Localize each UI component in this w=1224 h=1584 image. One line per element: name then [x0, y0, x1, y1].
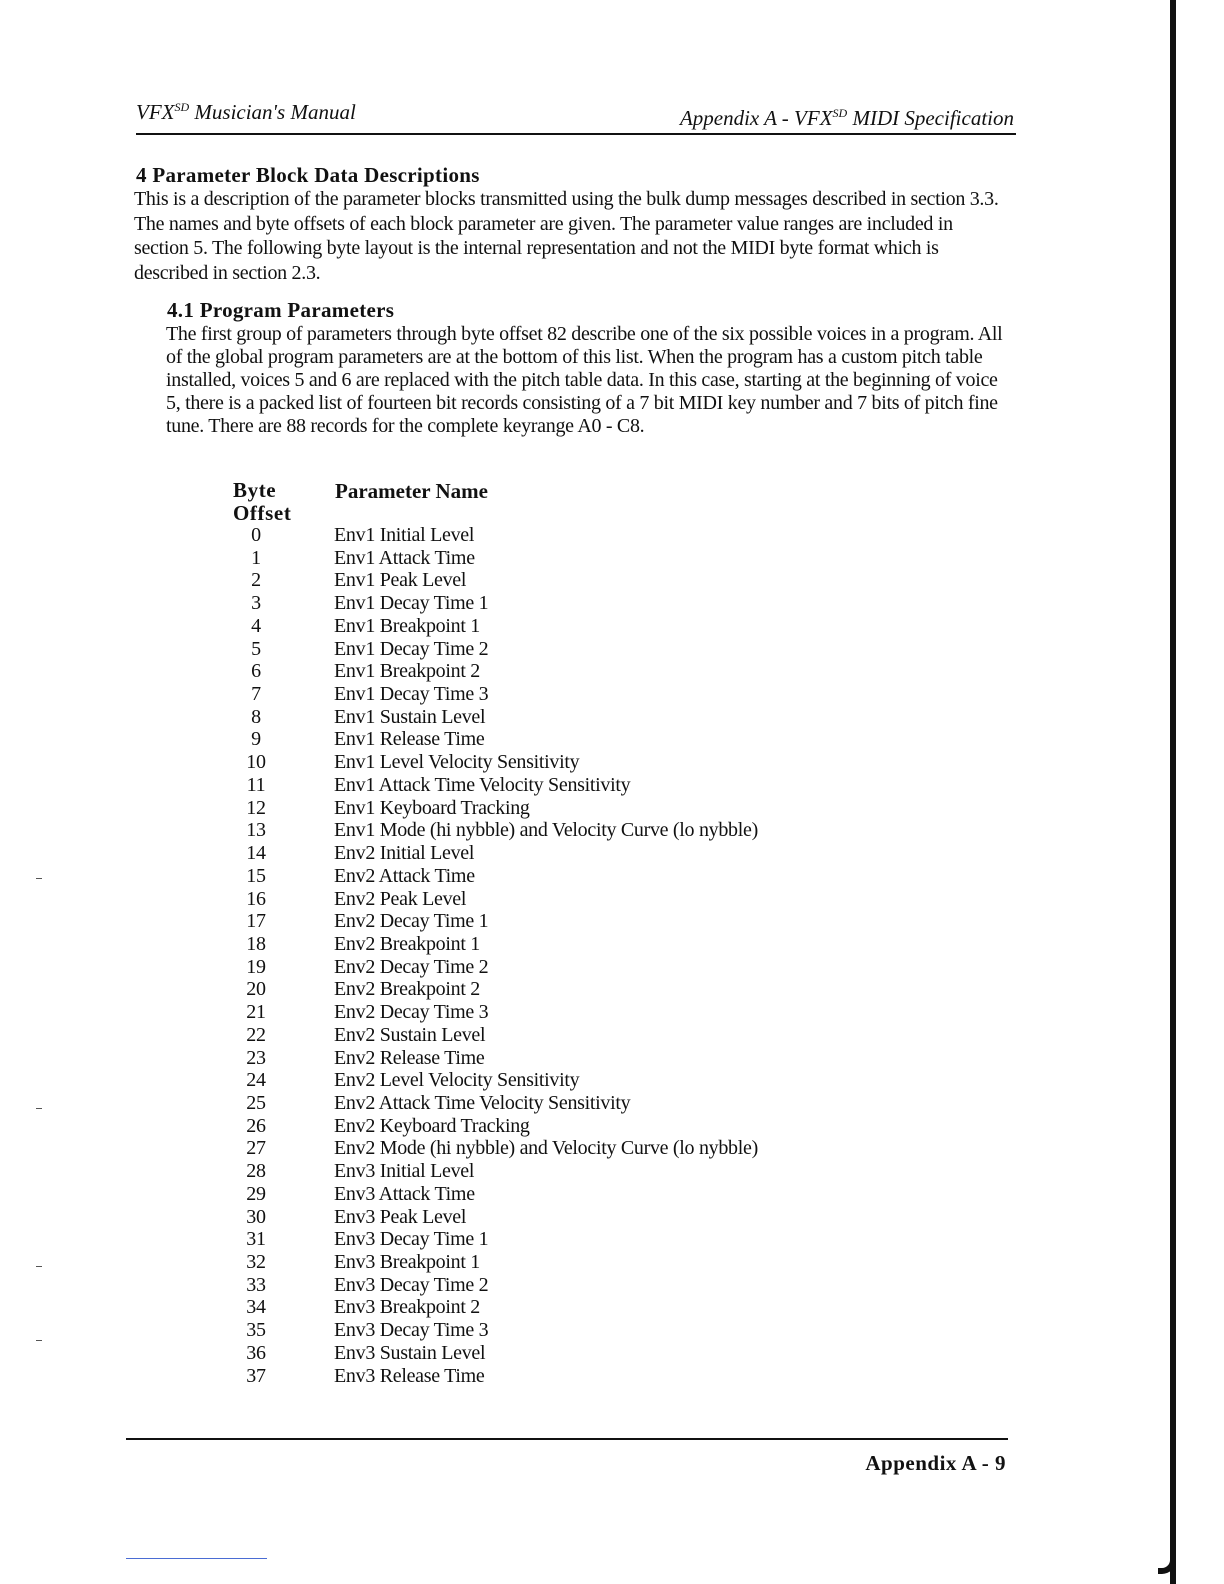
parameter-name-cell: Env1 Decay Time 3 [334, 683, 489, 706]
byte-offset-cell: 14 [246, 842, 266, 865]
byte-offset-cell: 22 [246, 1023, 266, 1046]
table-row [0, 819, 1000, 842]
byte-offset-cell: 33 [246, 1273, 266, 1296]
table-row [0, 842, 1000, 865]
byte-offset-cell: 21 [246, 1001, 266, 1024]
header-left-title: Musician's Manual [189, 100, 356, 124]
parameter-name-cell: Env3 Decay Time 3 [334, 1319, 489, 1342]
byte-offset-cell: 8 [251, 705, 261, 728]
parameter-name-cell: Env3 Peak Level [334, 1205, 467, 1228]
parameter-name-cell: Env3 Decay Time 1 [334, 1228, 489, 1251]
parameter-name-cell: Env1 Attack Time Velocity Sensitivity [334, 773, 631, 796]
byte-offset-cell: 7 [251, 683, 261, 706]
table-row [0, 569, 1000, 592]
byte-offset-cell: 37 [246, 1364, 266, 1387]
parameter-name-cell: Env1 Peak Level [334, 569, 467, 592]
header-left-superscript: SD [174, 100, 190, 114]
table-row [0, 956, 1000, 979]
table-row [0, 1228, 1000, 1251]
header-right-title: MIDI Specification [847, 106, 1014, 130]
parameter-name-cell: Env1 Release Time [334, 728, 485, 751]
table-row [0, 1206, 1000, 1229]
column-header-byte: Byte [233, 478, 277, 502]
byte-offset-cell: 20 [246, 978, 266, 1001]
parameter-name-cell: Env2 Level Velocity Sensitivity [334, 1069, 580, 1092]
table-row [0, 1319, 1000, 1342]
table-row [0, 1137, 1000, 1160]
parameter-table [0, 524, 1000, 1387]
byte-offset-cell: 26 [246, 1114, 266, 1137]
byte-offset-cell: 6 [251, 660, 261, 683]
section-4-1-paragraph: The first group of parameters through byte offset 82 describe one of the six possible voices in a program. All of the global program parameters are at the bottom of this list. When the program has a custom pitch table installed, voices 5 and 6 are replaced with the pitch table data. In this case, starting at the beginning of voice 5, there is a packed list of fourteen bit records consisting of a 7 bit MIDI key number and 7 bits of pitch fine tune. There are 88 records for the complete keyrange A0 - C8. [166, 323, 1003, 437]
parameter-name-cell: Env3 Decay Time 2 [334, 1273, 489, 1296]
column-header-parameter-name: Parameter Name [335, 479, 488, 503]
byte-offset-cell: 3 [251, 592, 261, 615]
parameter-name-cell: Env2 Breakpoint 2 [334, 978, 480, 1001]
table-row [0, 706, 1000, 729]
binding-edge [1170, 0, 1176, 1584]
byte-offset-cell: 16 [246, 887, 266, 910]
table-row [0, 683, 1000, 706]
table-row [0, 592, 1000, 615]
byte-offset-cell: 29 [246, 1182, 266, 1205]
footnote-rule [126, 1558, 267, 1559]
table-row [0, 888, 1000, 911]
parameter-name-cell: Env1 Decay Time 1 [334, 592, 489, 615]
byte-offset-cell: 10 [246, 751, 266, 774]
table-row [0, 1069, 1000, 1092]
header-right-superscript: SD [832, 106, 848, 120]
scan-speck [36, 878, 42, 879]
table-row [0, 547, 1000, 570]
section-4-heading: 4 Parameter Block Data Descriptions [136, 163, 480, 187]
running-header-right [680, 106, 1014, 131]
byte-offset-cell: 25 [246, 1091, 266, 1114]
parameter-name-cell: Env2 Initial Level [334, 842, 475, 865]
table-row [0, 751, 1000, 774]
table-row [0, 524, 1000, 547]
parameter-name-cell: Env2 Decay Time 2 [334, 955, 489, 978]
parameter-name-cell: Env2 Decay Time 3 [334, 1001, 489, 1024]
parameter-name-cell: Env1 Decay Time 2 [334, 637, 489, 660]
scan-speck [36, 1108, 42, 1109]
page-number: Appendix A - 9 [865, 1451, 1006, 1475]
column-header-byte-offset [233, 479, 291, 525]
scan-speck [36, 1340, 42, 1341]
footer-rule [126, 1438, 1008, 1440]
parameter-name-cell: Env2 Breakpoint 1 [334, 932, 480, 955]
running-header-left [136, 100, 356, 125]
parameter-name-cell: Env1 Mode (hi nybble) and Velocity Curve (lo nybble) [334, 819, 758, 842]
table-row [0, 1047, 1000, 1070]
byte-offset-cell: 23 [246, 1046, 266, 1069]
byte-offset-cell: 28 [246, 1160, 266, 1183]
table-row [0, 728, 1000, 751]
parameter-name-cell: Env3 Breakpoint 2 [334, 1296, 480, 1319]
byte-offset-cell: 4 [251, 614, 261, 637]
table-row [0, 774, 1000, 797]
parameter-name-cell: Env3 Release Time [334, 1364, 485, 1387]
parameter-name-cell: Env3 Initial Level [334, 1160, 475, 1183]
parameter-name-cell: Env2 Mode (hi nybble) and Velocity Curve (lo nybble) [334, 1137, 758, 1160]
byte-offset-cell: 36 [246, 1341, 266, 1364]
byte-offset-cell: 30 [246, 1205, 266, 1228]
table-row [0, 978, 1000, 1001]
byte-offset-cell: 19 [246, 955, 266, 978]
byte-offset-cell: 15 [246, 864, 266, 887]
byte-offset-cell: 35 [246, 1319, 266, 1342]
parameter-name-cell: Env3 Breakpoint 1 [334, 1251, 480, 1273]
byte-offset-cell: 1 [251, 546, 261, 569]
parameter-name-cell: Env2 Keyboard Tracking [334, 1114, 530, 1137]
byte-offset-cell: 31 [246, 1228, 266, 1251]
byte-offset-cell: 32 [246, 1251, 266, 1273]
parameter-name-cell: Env2 Sustain Level [334, 1023, 486, 1046]
table-row [0, 638, 1000, 661]
parameter-name-cell: Env1 Keyboard Tracking [334, 796, 530, 819]
header-right-text: Appendix A - VFX [679, 106, 833, 130]
table-row [0, 615, 1000, 638]
parameter-name-cell: Env2 Release Time [334, 1046, 485, 1069]
parameter-name-cell: Env2 Peak Level [334, 887, 467, 910]
parameter-name-cell: Env1 Breakpoint 1 [334, 614, 480, 637]
byte-offset-cell: 18 [246, 932, 266, 955]
table-row [0, 1092, 1000, 1115]
parameter-name-cell: Env2 Attack Time [334, 864, 475, 887]
table-row [0, 797, 1000, 820]
table-row [0, 1296, 1000, 1319]
table-row [0, 910, 1000, 933]
parameter-name-cell: Env3 Attack Time [334, 1182, 475, 1205]
byte-offset-cell: 27 [246, 1137, 266, 1160]
parameter-name-cell: Env2 Decay Time 1 [334, 910, 489, 933]
section-4-1-heading: 4.1 Program Parameters [167, 298, 395, 322]
byte-offset-cell: 0 [251, 524, 261, 546]
byte-offset-cell: 34 [246, 1296, 266, 1319]
table-row [0, 933, 1000, 956]
table-row [0, 1365, 1000, 1388]
table-row [0, 1251, 1000, 1274]
table-row [0, 1183, 1000, 1206]
byte-offset-cell: 11 [246, 773, 266, 796]
table-row [0, 865, 1000, 888]
scan-speck [36, 1266, 42, 1267]
table-row [0, 1115, 1000, 1138]
table-row [0, 1274, 1000, 1297]
column-header-offset: Offset [233, 501, 292, 525]
section-4-paragraph: This is a description of the parameter blocks transmitted using the bulk dump messages described in section 3.3. The names and byte offsets of each block parameter are given. The parameter value ranges are included in section 5. The following byte layout is the internal representation and not the MIDI byte format which is described in section 2.3. [134, 188, 999, 284]
parameter-name-cell: Env1 Breakpoint 2 [334, 660, 480, 683]
table-row [0, 1160, 1000, 1183]
byte-offset-cell: 17 [246, 910, 266, 933]
parameter-name-cell: Env1 Initial Level [334, 524, 475, 546]
byte-offset-cell: 5 [251, 637, 261, 660]
parameter-name-cell: Env1 Level Velocity Sensitivity [334, 751, 580, 774]
header-rule [136, 133, 1016, 135]
byte-offset-cell: 2 [251, 569, 261, 592]
byte-offset-cell: 24 [246, 1069, 266, 1092]
parameter-name-cell: Env3 Sustain Level [334, 1341, 486, 1364]
byte-offset-cell: 13 [246, 819, 266, 842]
byte-offset-cell: 12 [246, 796, 266, 819]
table-row [0, 1001, 1000, 1024]
byte-offset-cell: 9 [251, 728, 261, 751]
table-row [0, 1342, 1000, 1365]
parameter-name-cell: Env1 Sustain Level [334, 705, 486, 728]
header-left-text: VFX [136, 100, 175, 124]
parameter-name-cell: Env1 Attack Time [334, 546, 475, 569]
table-row [0, 660, 1000, 683]
parameter-name-cell: Env2 Attack Time Velocity Sensitivity [334, 1091, 631, 1114]
table-row [0, 1024, 1000, 1047]
